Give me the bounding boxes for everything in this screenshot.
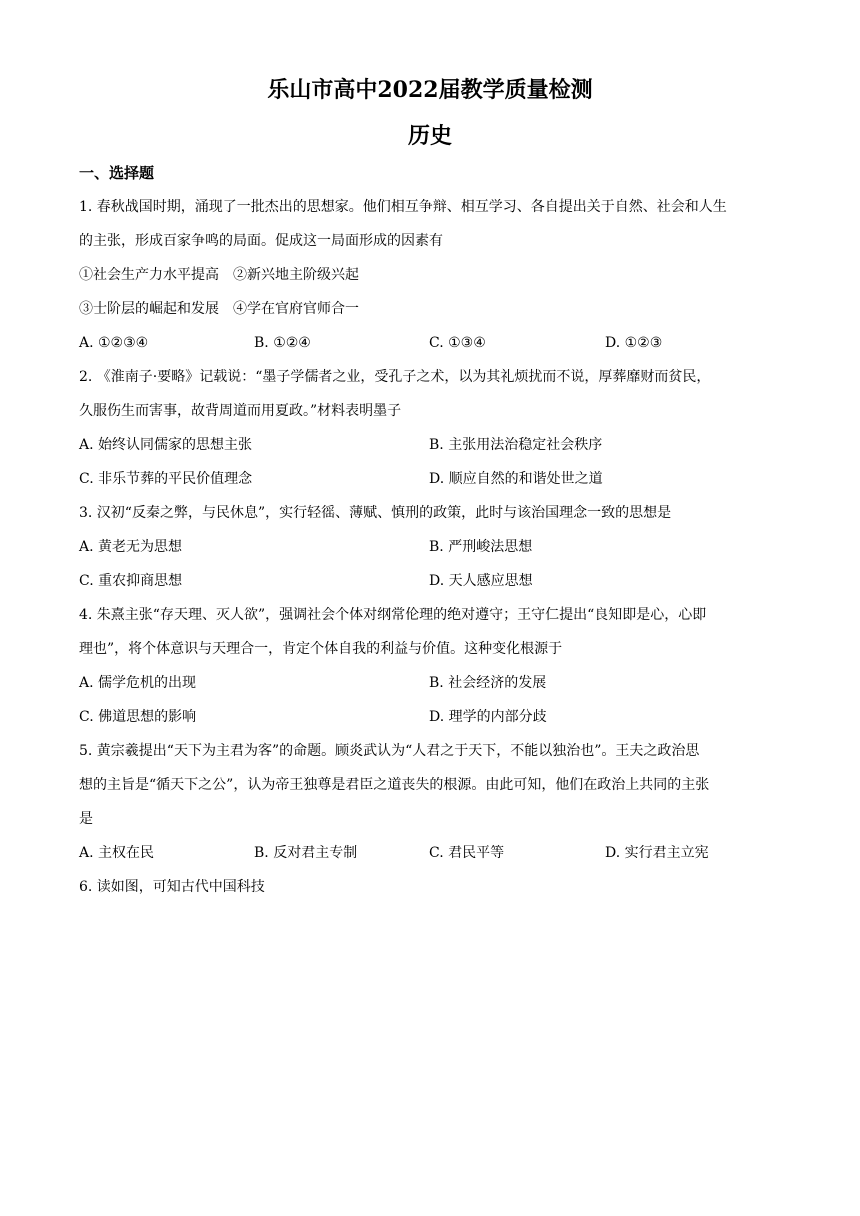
option-b: B. 反对君主专制 [254, 845, 358, 861]
option-a: A. 始终认同儒家的思想主张 [79, 437, 253, 453]
option-b: B. 严刑峻法思想 [429, 539, 533, 555]
option-c: C. 君民平等 [429, 845, 505, 861]
option-d: D. 天人感应思想 [429, 573, 533, 589]
exam-title: 乐山市高中2022届教学质量检测 [267, 77, 593, 103]
subject-title: 历史 [407, 123, 452, 149]
question-text-line: 4. 朱熹主张“存天理、灭人欲”，强调社会个体对纲常伦理的绝对遵守；王守仁提出“良知即是心，心即 [79, 607, 707, 623]
option-a: A. ①②③④ [79, 335, 149, 351]
option-a: A. 黄老无为思想 [79, 539, 183, 555]
question-text-line: ①社会生产力水平提高 ②新兴地主阶级兴起 [79, 267, 359, 283]
option-d: D. ①②③ [605, 335, 663, 351]
option-d: D. 理学的内部分歧 [429, 709, 547, 725]
option-c: C. 非乐节葬的平民价值理念 [79, 471, 253, 487]
question-text-line: 3. 汉初“反秦之弊，与民休息”，实行轻徭、薄赋、慎刑的政策，此时与该治国理念一致的思想是 [79, 505, 672, 521]
question-text-line: 2. 《淮南子·要略》记载说：“墨子学儒者之业，受孔子之术，以为其礼烦扰而不说，厚葬靡财而贫民， [79, 369, 711, 385]
option-b: B. 主张用法治稳定社会秩序 [429, 437, 603, 453]
option-c: C. 重农抑商思想 [79, 573, 183, 589]
option-d: D. 实行君主立宪 [605, 845, 709, 861]
question-text-line: 6. 读如图，可知古代中国科技 [79, 879, 265, 895]
option-a: A. 儒学危机的出现 [79, 675, 197, 691]
question-text-line: 久服伤生而害事，故背周道而用夏政。”材料表明墨子 [79, 403, 402, 419]
section-heading: 一、选择题 [79, 164, 155, 182]
option-c: C. ①③④ [429, 335, 486, 351]
question-text-line: 理也”，将个体意识与天理合一，肯定个体自我的利益与价值。这种变化根源于 [79, 641, 563, 657]
question-text-line: 5. 黄宗羲提出“天下为主君为客”的命题。顾炎武认为“人君之于天下，不能以独治也”。王夫之政治思 [79, 743, 700, 759]
option-c: C. 佛道思想的影响 [79, 709, 197, 725]
question-text-line: 是 [79, 811, 93, 827]
option-d: D. 顺应自然的和谐处世之道 [429, 471, 603, 487]
option-a: A. 主权在民 [79, 845, 155, 861]
question-text-line: 想的主旨是“循天下之公”，认为帝王独尊是君臣之道丧失的根源。由此可知，他们在政治上共同的主张 [79, 777, 710, 793]
question-text-line: 的主张，形成百家争鸣的局面。促成这一局面形成的因素有 [79, 233, 443, 249]
question-text-line: 1. 春秋战国时期，涌现了一批杰出的思想家。他们相互争辩、相互学习、各自提出关于自然、社会和人生 [79, 199, 727, 215]
option-b: B. ①②④ [254, 335, 311, 351]
option-b: B. 社会经济的发展 [429, 675, 547, 691]
question-text-line: ③士阶层的崛起和发展 ④学在官府官师合一 [79, 301, 359, 317]
